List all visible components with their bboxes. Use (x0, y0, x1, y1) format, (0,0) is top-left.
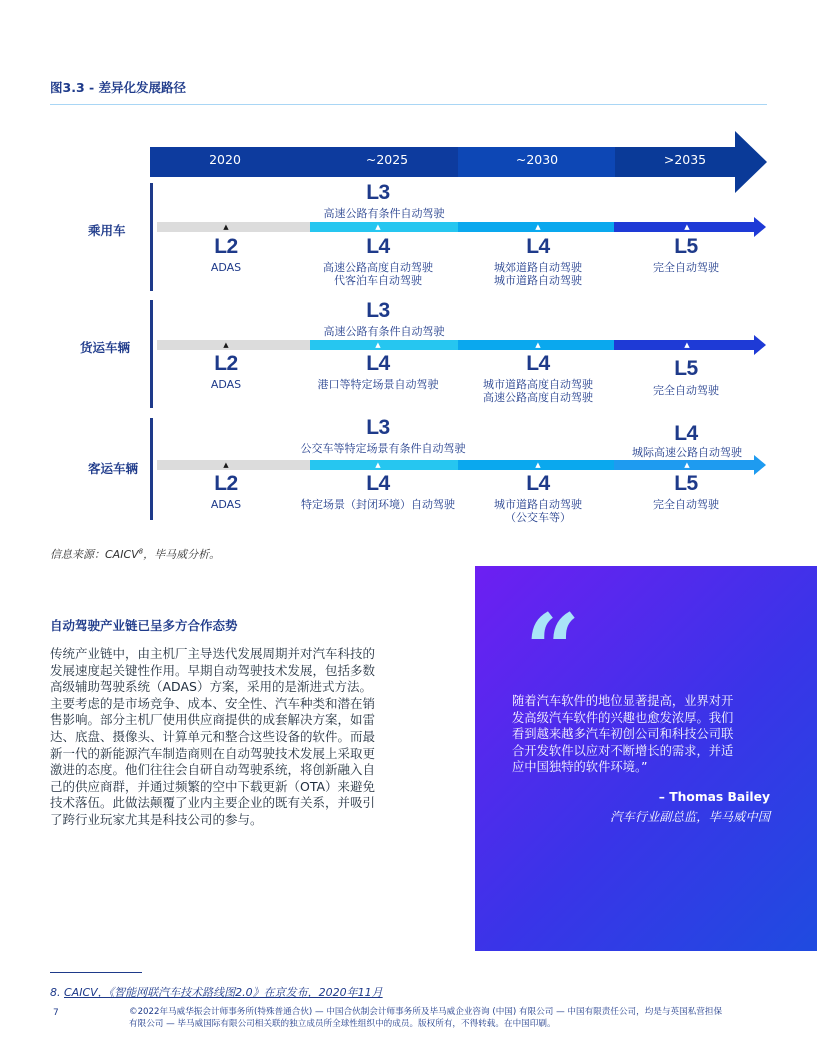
body-line: 技术落伍。此做法颠覆了业内主要企业的既有关系，并吸引 (50, 795, 376, 811)
copyright-line: 有限公司 — 毕马威国际有限公司相关联的独立成员所全球性组织中的成员。版权所有，不得转载。在中国印刷。 (129, 1019, 556, 1029)
year-2030: ~2030 (515, 152, 559, 167)
year-2020: 2020 (209, 152, 241, 167)
level-badge: L4 (366, 235, 390, 258)
level-badge: L4 (526, 472, 550, 495)
level-description: 港口等特定场景自动驾驶 (317, 378, 439, 391)
level-description: 公交车等特定场景有条件自动驾驶 (300, 442, 466, 455)
row-divider-bar (150, 183, 153, 291)
body-line: 新一代的新能源汽车制造商则在自动驾驶技术发展上采取更 (50, 745, 376, 761)
body-line: 主要考虑的是市场竞争、成本、安全性、汽车种类和潜在销 (50, 695, 376, 711)
level-description: 代客泊车自动驾驶 (334, 274, 422, 287)
milestone-marker: ▲ (535, 341, 541, 349)
quote-mark-icon: “ (525, 593, 581, 706)
source-footnote-ref: 8 (138, 547, 144, 556)
level-description: 完全自动驾驶 (653, 261, 719, 274)
milestone-marker: ▲ (223, 341, 229, 349)
level-description: 完全自动驾驶 (653, 384, 719, 397)
footnote-number: 8. (50, 986, 61, 999)
level-badge: L4 (526, 235, 550, 258)
milestone-marker: ▲ (684, 223, 690, 231)
quote-author: – Thomas Bailey (658, 790, 770, 804)
level-badge: L3 (366, 416, 390, 439)
level-description: 城市道路高度自动驾驶 (483, 378, 593, 391)
quote-line: 合开发软件以应对不断增长的需求，并适 (512, 743, 734, 758)
level-badge: L5 (674, 235, 698, 258)
copyright-notice (129, 1006, 769, 1030)
milestone-marker: ▲ (684, 461, 690, 469)
page-number: 7 (53, 1008, 59, 1018)
level-badge: L3 (366, 299, 390, 322)
level-description: 高速公路高度自动驾驶 (323, 261, 433, 274)
quote-line: 看到越来越多汽车初创公司和科技公司联 (512, 727, 734, 742)
source-prefix: 信息来源：CAICV (50, 548, 139, 561)
level-description: ADAS (210, 261, 242, 274)
level-description: 城市道路自动驾驶 (494, 498, 582, 511)
quote-text (512, 693, 774, 776)
section-body (50, 646, 410, 829)
row-label: 乘用车 (88, 223, 126, 238)
level-description: （公交车等） (505, 511, 571, 524)
body-line: 了跨行业玩家尤其是科技公司的参与。 (50, 811, 263, 827)
footnote (50, 984, 383, 1000)
level-description: ADAS (210, 498, 242, 511)
row-label: 客运车辆 (88, 461, 139, 476)
milestone-marker: ▲ (223, 461, 229, 469)
copyright-line: ©2022年马威华振会计师事务所(特殊普通合伙) — 中国合伙制会计师事务所及毕马威企业咨询 (中国) 有限公司 — 中国有限责任公司，均是与英国私营担保 (129, 1007, 723, 1017)
level-description: 城际高速公路自动驾驶 (632, 446, 742, 459)
level-description: ADAS (210, 378, 242, 391)
quote-line: 随着汽车软件的地位显著提高，业界对开 (512, 694, 734, 708)
level-description: 城市道路自动驾驶 (494, 274, 582, 287)
figure-source (50, 546, 220, 562)
year-2025: ~2025 (365, 152, 409, 167)
level-description: 高速公路有条件自动驾驶 (323, 325, 445, 338)
quote-author-role: 汽车行业副总监，毕马威中国 (610, 810, 770, 824)
body-line: 传统产业链中，由主机厂主导迭代发展周期并对汽车科技的 (50, 646, 376, 661)
footnote-link[interactable]: CAICV，《智能网联汽车技术路线图2.0》在京发布，2020年11月 (64, 986, 383, 999)
figure-title: 图3.3 - 差异化发展路径 (50, 80, 187, 95)
year-2035: >2035 (663, 152, 707, 167)
level-description: 完全自动驾驶 (653, 498, 719, 511)
level-badge: L2 (214, 472, 238, 495)
level-badge: L2 (214, 352, 238, 375)
body-line: 激进的态度。他们往往会自研自动驾驶系统，将创新融入自 (50, 762, 376, 778)
row-label: 货运车辆 (80, 340, 131, 355)
level-badge: L3 (366, 181, 390, 204)
level-description: 特定场景（封闭环境）自动驾驶 (301, 498, 455, 511)
title-divider (50, 104, 767, 105)
section-title: 自动驾驶产业链已呈多方合作态势 (50, 618, 238, 633)
quote-line: 发高级汽车软件的兴趣也愈发浓厚。我们 (512, 710, 734, 725)
milestone-marker: ▲ (223, 223, 229, 231)
source-suffix: ，毕马威分析。 (143, 548, 221, 561)
milestone-marker: ▲ (375, 223, 381, 231)
milestone-marker: ▲ (375, 461, 381, 469)
body-line: 发展速度起关键性作用。早期自动驾驶技术发展，包括多数 (50, 662, 376, 678)
quote-line: 应中国独特的软件环境。” (512, 760, 648, 775)
level-badge: L4 (366, 352, 390, 375)
body-line: 达、底盘、摄像头、计算单元和整合这些设备的软件。而最 (50, 728, 376, 744)
level-badge: L4 (674, 422, 698, 445)
footnote-divider (50, 972, 142, 973)
body-line: 己的供应商群，并通过频繁的空中下载更新（OTA）来避免 (50, 778, 376, 794)
level-badge: L2 (214, 235, 238, 258)
level-badge: L4 (366, 472, 390, 495)
level-description: 高速公路高度自动驾驶 (483, 391, 593, 404)
row-divider-bar (150, 418, 153, 520)
body-line: 高级辅助驾驶系统（ADAS）方案，采用的是渐进式方法。 (50, 679, 372, 695)
milestone-marker: ▲ (535, 223, 541, 231)
milestone-marker: ▲ (684, 341, 690, 349)
level-badge: L5 (674, 472, 698, 495)
level-badge: L4 (526, 352, 550, 375)
milestone-marker: ▲ (535, 461, 541, 469)
row-divider-bar (150, 300, 153, 408)
body-line: 售影响。部分主机厂使用供应商提供的成套解决方案，如雷 (50, 712, 376, 728)
level-description: 城郊道路自动驾驶 (494, 261, 582, 274)
milestone-marker: ▲ (375, 341, 381, 349)
level-badge: L5 (674, 357, 698, 380)
level-description: 高速公路有条件自动驾驶 (323, 207, 445, 220)
